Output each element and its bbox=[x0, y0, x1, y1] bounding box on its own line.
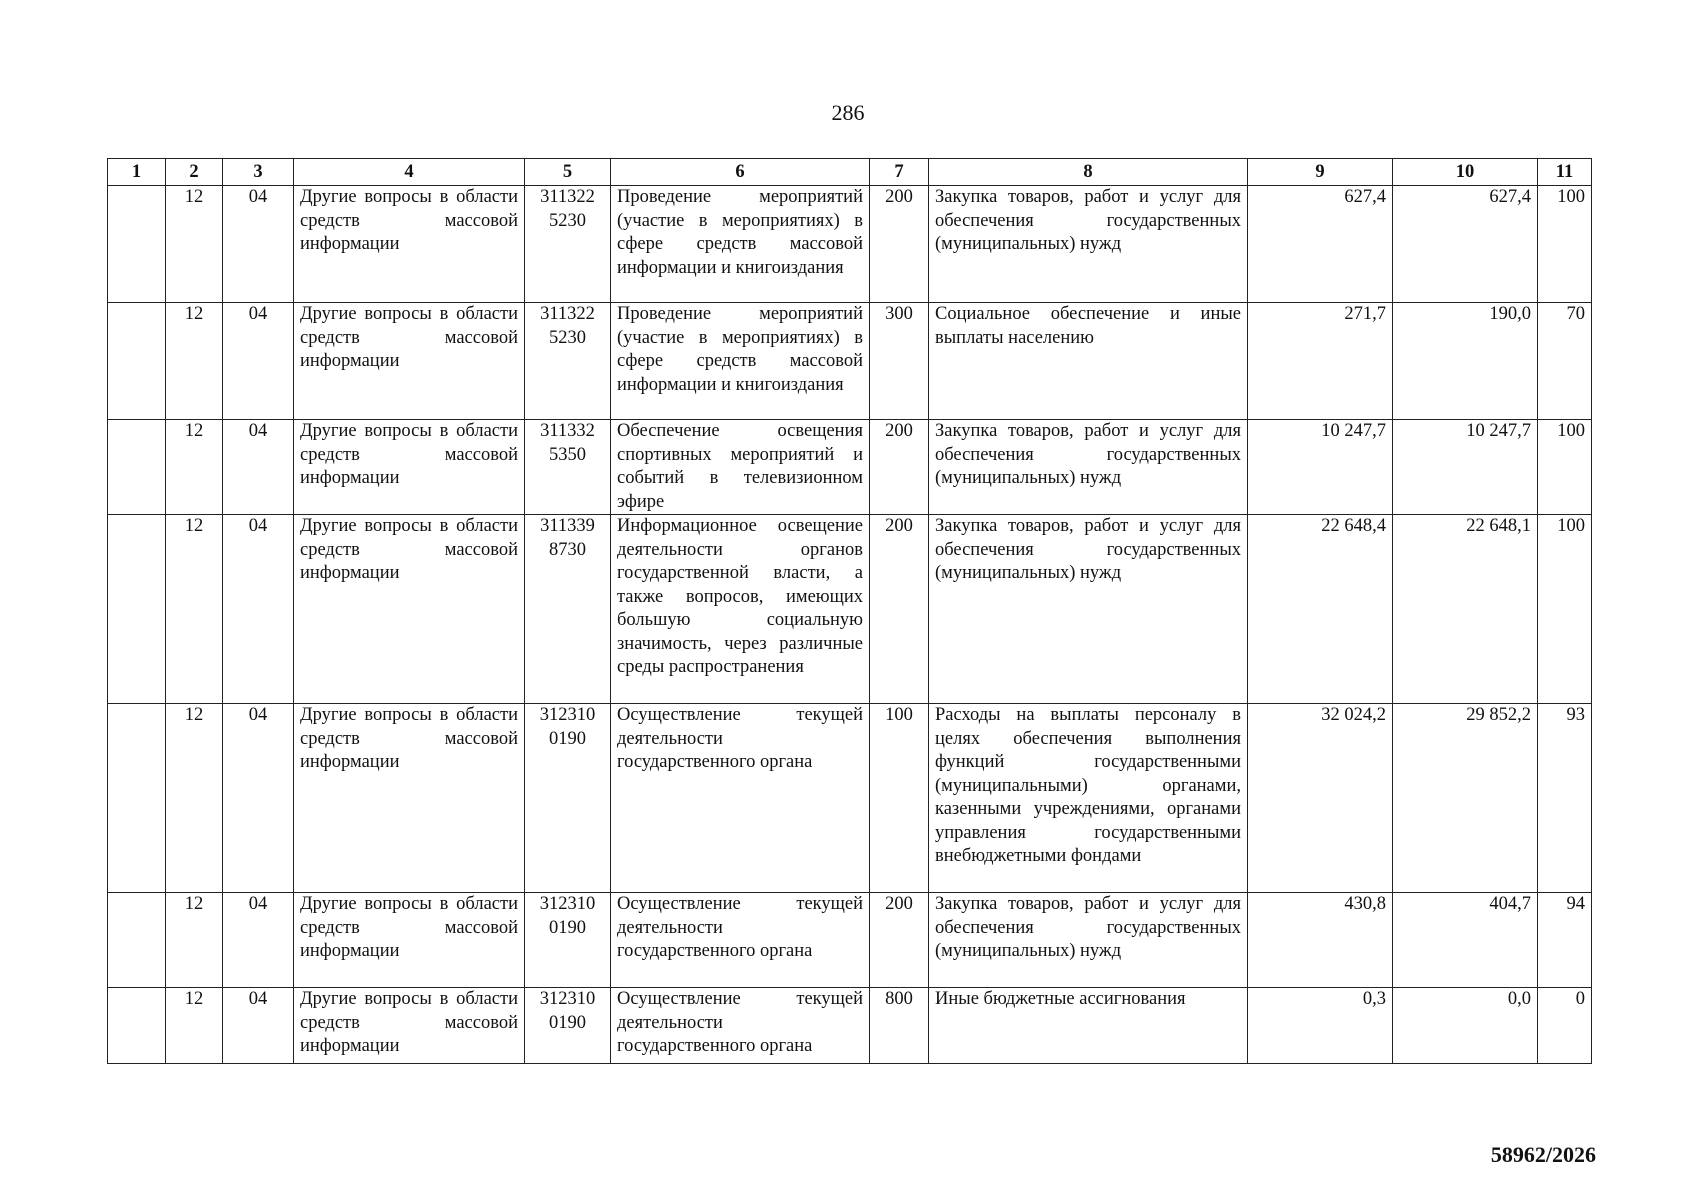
section-code-cell: 12 bbox=[166, 704, 223, 893]
expense-type-name-cell: Закупка товаров, работ и услуг для обеспечения государственных (муниципальных) нужд bbox=[929, 186, 1248, 303]
executed-amount-cell: 0,0 bbox=[1393, 988, 1538, 1064]
header-cell: 7 bbox=[870, 159, 929, 186]
subsection-name-cell: Другие вопросы в области средств массовой информации bbox=[294, 988, 525, 1064]
planned-amount-cell: 0,3 bbox=[1248, 988, 1393, 1064]
expense-type-code-cell: 100 bbox=[870, 704, 929, 893]
executed-amount-cell: 190,0 bbox=[1393, 303, 1538, 420]
target-article-cell: 311339 8730 bbox=[525, 515, 611, 704]
header-cell: 1 bbox=[108, 159, 166, 186]
subsection-name-cell: Другие вопросы в области средств массовой информации bbox=[294, 704, 525, 893]
table-row bbox=[108, 893, 1592, 988]
expense-type-name-cell: Иные бюджетные ассигнования bbox=[929, 988, 1248, 1064]
planned-amount-cell: 627,4 bbox=[1248, 186, 1393, 303]
expense-type-name-cell: Закупка товаров, работ и услуг для обеспечения государственных (муниципальных) нужд bbox=[929, 515, 1248, 704]
planned-amount-cell: 32 024,2 bbox=[1248, 704, 1393, 893]
target-article-cell: 312310 0190 bbox=[525, 704, 611, 893]
expense-type-code-cell: 200 bbox=[870, 420, 929, 515]
planned-amount-cell: 271,7 bbox=[1248, 303, 1393, 420]
planned-amount-cell: 22 648,4 bbox=[1248, 515, 1393, 704]
executed-amount-cell: 627,4 bbox=[1393, 186, 1538, 303]
row-number-cell bbox=[108, 704, 166, 893]
header-cell: 6 bbox=[611, 159, 870, 186]
percent-cell: 93 bbox=[1538, 704, 1592, 893]
header-cell: 5 bbox=[525, 159, 611, 186]
header-row bbox=[108, 159, 1592, 186]
header-cell: 4 bbox=[294, 159, 525, 186]
subsection-code-cell: 04 bbox=[223, 303, 294, 420]
header-cell: 2 bbox=[166, 159, 223, 186]
article-name-cell: Проведение мероприятий (участие в мероприятиях) в сфере средств массовой информации и книгоиздания bbox=[611, 303, 870, 420]
article-name-cell: Обеспечение освещения спортивных мероприятий и событий в телевизионном эфире bbox=[611, 420, 870, 515]
section-code-cell: 12 bbox=[166, 893, 223, 988]
subsection-code-cell: 04 bbox=[223, 420, 294, 515]
section-code-cell: 12 bbox=[166, 420, 223, 515]
subsection-name-cell: Другие вопросы в области средств массовой информации bbox=[294, 515, 525, 704]
article-name-cell: Проведение мероприятий (участие в мероприятиях) в сфере средств массовой информации и книгоиздания bbox=[611, 186, 870, 303]
target-article-cell: 311322 5230 bbox=[525, 186, 611, 303]
target-article-cell: 312310 0190 bbox=[525, 893, 611, 988]
subsection-code-cell: 04 bbox=[223, 704, 294, 893]
percent-cell: 70 bbox=[1538, 303, 1592, 420]
table-row bbox=[108, 420, 1592, 515]
subsection-code-cell: 04 bbox=[223, 893, 294, 988]
executed-amount-cell: 22 648,1 bbox=[1393, 515, 1538, 704]
expense-type-code-cell: 300 bbox=[870, 303, 929, 420]
table-row bbox=[108, 515, 1592, 704]
section-code-cell: 12 bbox=[166, 186, 223, 303]
header-cell: 8 bbox=[929, 159, 1248, 186]
subsection-name-cell: Другие вопросы в области средств массовой информации bbox=[294, 303, 525, 420]
percent-cell: 94 bbox=[1538, 893, 1592, 988]
percent-cell: 100 bbox=[1538, 186, 1592, 303]
expense-type-name-cell: Расходы на выплаты персоналу в целях обеспечения выполнения функций государственными (муниципальными) органами, казенными учреждениями, органами управления государственными внебюджетными фондами bbox=[929, 704, 1248, 893]
subsection-code-cell: 04 bbox=[223, 988, 294, 1064]
subsection-name-cell: Другие вопросы в области средств массовой информации bbox=[294, 893, 525, 988]
percent-cell: 100 bbox=[1538, 515, 1592, 704]
document-code: 58962/2026 bbox=[1490, 1142, 1596, 1167]
executed-amount-cell: 404,7 bbox=[1393, 893, 1538, 988]
subsection-name-cell: Другие вопросы в области средств массовой информации bbox=[294, 420, 525, 515]
subsection-name-cell: Другие вопросы в области средств массовой информации bbox=[294, 186, 525, 303]
planned-amount-cell: 430,8 bbox=[1248, 893, 1393, 988]
table-row bbox=[108, 704, 1592, 893]
article-name-cell: Информационное освещение деятельности органов государственной власти, а также вопросов, имеющих большую социальную значимость, через различные среды распространения bbox=[611, 515, 870, 704]
row-number-cell bbox=[108, 186, 166, 303]
executed-amount-cell: 10 247,7 bbox=[1393, 420, 1538, 515]
section-code-cell: 12 bbox=[166, 988, 223, 1064]
percent-cell: 100 bbox=[1538, 420, 1592, 515]
row-number-cell bbox=[108, 893, 166, 988]
executed-amount-cell: 29 852,2 bbox=[1393, 704, 1538, 893]
header-cell: 10 bbox=[1393, 159, 1538, 186]
header-cell: 11 bbox=[1538, 159, 1592, 186]
expense-type-code-cell: 800 bbox=[870, 988, 929, 1064]
article-name-cell: Осуществление текущей деятельности государственного органа bbox=[611, 988, 870, 1064]
table-row bbox=[108, 303, 1592, 420]
section-code-cell: 12 bbox=[166, 515, 223, 704]
row-number-cell bbox=[108, 988, 166, 1064]
subsection-code-cell: 04 bbox=[223, 515, 294, 704]
header-cell: 3 bbox=[223, 159, 294, 186]
expense-type-name-cell: Закупка товаров, работ и услуг для обеспечения государственных (муниципальных) нужд bbox=[929, 420, 1248, 515]
target-article-cell: 312310 0190 bbox=[525, 988, 611, 1064]
row-number-cell bbox=[108, 420, 166, 515]
planned-amount-cell: 10 247,7 bbox=[1248, 420, 1393, 515]
article-name-cell: Осуществление текущей деятельности государственного органа bbox=[611, 893, 870, 988]
row-number-cell bbox=[108, 303, 166, 420]
header-cell: 9 bbox=[1248, 159, 1393, 186]
expense-type-code-cell: 200 bbox=[870, 186, 929, 303]
table-row bbox=[108, 186, 1592, 303]
percent-cell: 0 bbox=[1538, 988, 1592, 1064]
row-number-cell bbox=[108, 515, 166, 704]
table-row bbox=[108, 988, 1592, 1064]
section-code-cell: 12 bbox=[166, 303, 223, 420]
expense-type-name-cell: Социальное обеспечение и иные выплаты населению bbox=[929, 303, 1248, 420]
expense-type-code-cell: 200 bbox=[870, 515, 929, 704]
target-article-cell: 311332 5350 bbox=[525, 420, 611, 515]
target-article-cell: 311322 5230 bbox=[525, 303, 611, 420]
article-name-cell: Осуществление текущей деятельности государственного органа bbox=[611, 704, 870, 893]
expense-type-code-cell: 200 bbox=[870, 893, 929, 988]
expense-type-name-cell: Закупка товаров, работ и услуг для обеспечения государственных (муниципальных) нужд bbox=[929, 893, 1248, 988]
page-number: 286 bbox=[831, 100, 865, 125]
subsection-code-cell: 04 bbox=[223, 186, 294, 303]
budget-table bbox=[107, 158, 1592, 1064]
